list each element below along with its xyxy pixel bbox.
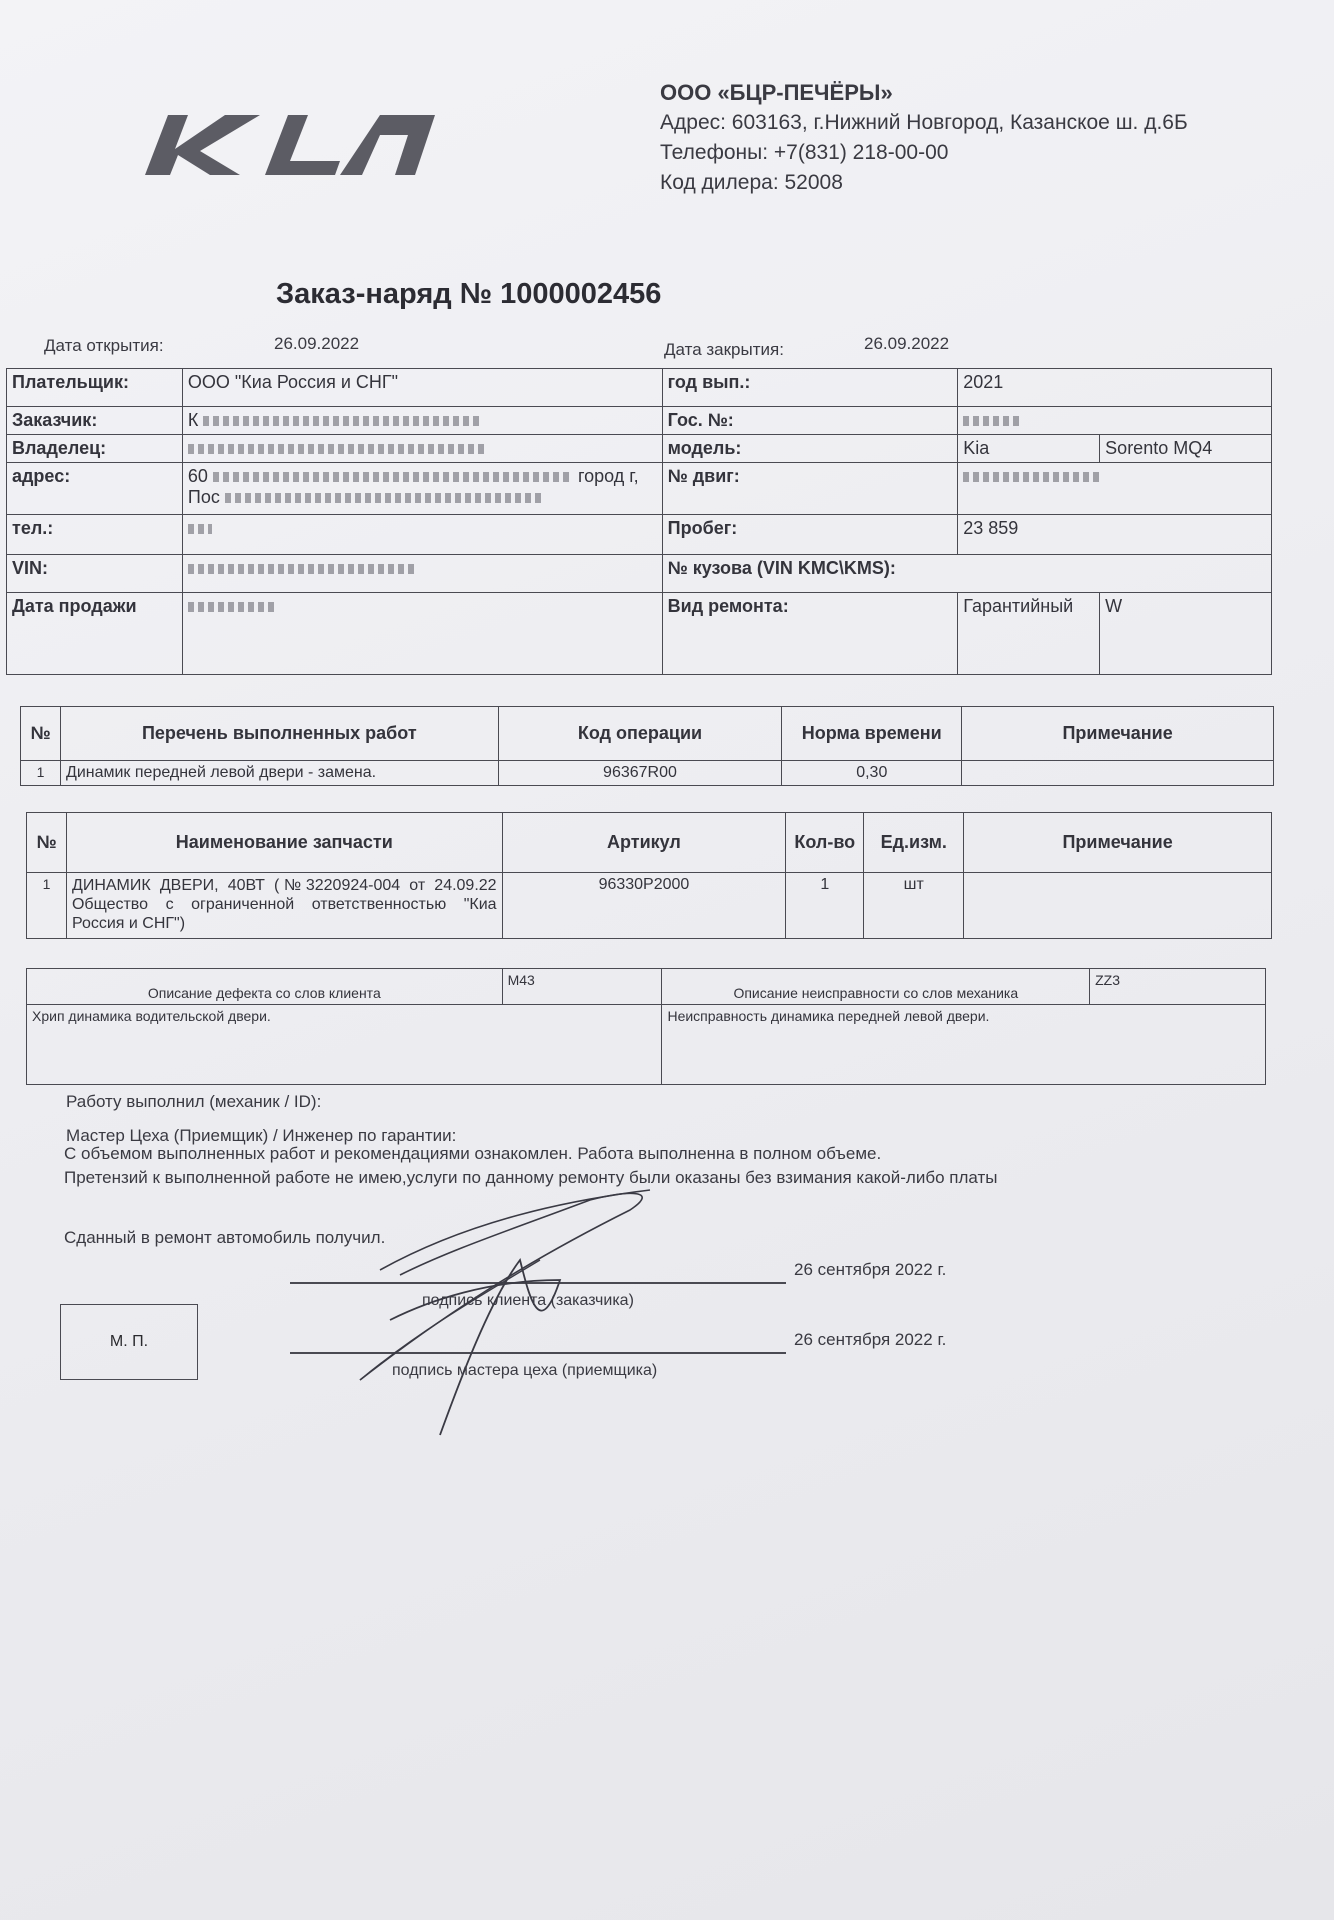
parts-row [27,873,1272,939]
received-line: Сданный в ремонт автомобиль получил. [64,1228,386,1247]
close-date-label: Дата закрытия: [664,340,784,359]
defect-client-label: Описание дефекта со слов клиента [27,969,503,1005]
works-cell-code: 96367R00 [498,761,782,786]
parts-header-note: Примечание [964,813,1272,873]
redacted-mark [188,564,418,574]
parts-cell-qty: 1 [786,873,864,939]
works-header-code: Код операции [498,707,782,761]
redacted-mark [188,524,212,534]
stamp-box: М. П. [60,1304,198,1380]
dealer-phones: Телефоны: +7(831) 218-00-00 [660,141,949,164]
address-value: 60 город г, Пос [182,463,662,515]
owner-label: Владелец: [7,435,183,463]
phone-value [182,515,662,555]
redacted-mark [203,416,483,426]
parts-header-name: Наименование запчасти [66,813,502,873]
parts-cell-name: ДИНАМИК ДВЕРИ, 40ВТ (№3220924-004 от 24.09.22 Общество с ограниченной ответственностью "Киа Россия и СНГ") [66,873,502,939]
close-date: 26.09.2022 [864,334,950,353]
master-line: Мастер Цеха (Приемщик) / Инженер по гарантии: [66,1126,457,1145]
defect-mechanic-label: Описание неисправности со слов механика [662,969,1090,1005]
dealer-info [660,78,1188,198]
mechanic-line: Работу выполнил (механик / ID): [66,1092,322,1111]
dealer-code: Код дилера: 52008 [660,171,843,194]
parts-header-unit: Ед.изм. [864,813,964,873]
works-row [21,761,1274,786]
works-cell-name: Динамик передней левой двери - замена. [60,761,498,786]
phone-label: тел.: [7,515,183,555]
defect-mechanic-text: Неисправность динамика передней левой двери. [662,1005,1266,1085]
repair-type-value: Гарантийный [958,593,1100,675]
redacted-mark [963,472,1103,482]
works-cell-note [962,761,1274,786]
sale-date-value [182,593,662,675]
defects-table [26,968,1266,1085]
redacted-mark [188,444,488,454]
ack-line-1: С объемом выполненных работ и рекомендациями ознакомлен. Работа выполненна в полном объеме. [64,1144,882,1163]
redacted-mark [213,472,573,482]
master-sign-caption: подпись мастера цеха (приемщика) [392,1362,658,1379]
open-date-label: Дата открытия: [44,336,164,355]
engine-value [958,463,1272,515]
works-header-norm: Норма времени [782,707,962,761]
year-value: 2021 [958,369,1272,407]
parts-table [26,812,1272,939]
ack-line-2: Претензий к выполненной работе не имею,услуги по данному ремонту были оказаны без взимания какой-либо платы [64,1168,998,1187]
works-cell-num: 1 [21,761,61,786]
parts-cell-note [964,873,1272,939]
sale-date-label: Дата продажи [7,593,183,675]
dealer-name: ООО «БЦР-ПЕЧЁРЫ» [660,80,893,105]
plate-value [958,407,1272,435]
plate-label: Гос. №: [662,407,958,435]
works-cell-norm: 0,30 [782,761,962,786]
model-label: модель: [662,435,958,463]
kia-logo [140,105,440,185]
vin-value [182,555,662,593]
info-table [6,368,1272,675]
owner-value [182,435,662,463]
works-header-name: Перечень выполненных работ [60,707,498,761]
open-date: 26.09.2022 [274,334,360,353]
parts-header-qty: Кол-во [786,813,864,873]
handwritten-signature [330,1160,770,1450]
make-value: Kia [958,435,1100,463]
engine-label: № двиг: [662,463,958,515]
customer-label: Заказчик: [7,407,183,435]
model-value: Sorento MQ4 [1100,435,1272,463]
year-label: год вып.: [662,369,958,407]
redacted-mark [225,493,545,503]
customer-value: К [182,407,662,435]
defect-client-text: Хрип динамика водительской двери. [27,1005,662,1085]
order-title: Заказ-наряд № 1000002456 [276,278,662,310]
mileage-value: 23 859 [958,515,1272,555]
address-label: адрес: [7,463,183,515]
parts-cell-num: 1 [27,873,67,939]
mileage-label: Пробег: [662,515,958,555]
works-header-num: № [21,707,61,761]
redacted-mark [188,602,278,612]
works-header-note: Примечание [962,707,1274,761]
repair-type-label: Вид ремонта: [662,593,958,675]
client-sign-caption: подпись клиента (заказчика) [422,1292,634,1309]
master-sign-date: 26 сентября 2022 г. [794,1330,947,1349]
payer-value: ООО "Киа Россия и СНГ" [182,369,662,407]
vin-label: VIN: [7,555,183,593]
parts-cell-unit: шт [864,873,964,939]
redacted-mark [963,416,1023,426]
works-table [20,706,1274,786]
repair-code-value: W [1100,593,1272,675]
client-sign-date: 26 сентября 2022 г. [794,1260,947,1279]
payer-label: Плательщик: [7,369,183,407]
dealer-address: Адрес: 603163, г.Нижний Новгород, Казанское ш. д.6Б [660,111,1188,134]
parts-header-article: Артикул [502,813,786,873]
parts-cell-article: 96330P2000 [502,873,786,939]
body-label: № кузова (VIN KMC\KMS): [662,555,1271,593]
defect-mechanic-code: ZZ3 [1090,969,1266,1005]
parts-header-num: № [27,813,67,873]
defect-client-code: M43 [502,969,662,1005]
